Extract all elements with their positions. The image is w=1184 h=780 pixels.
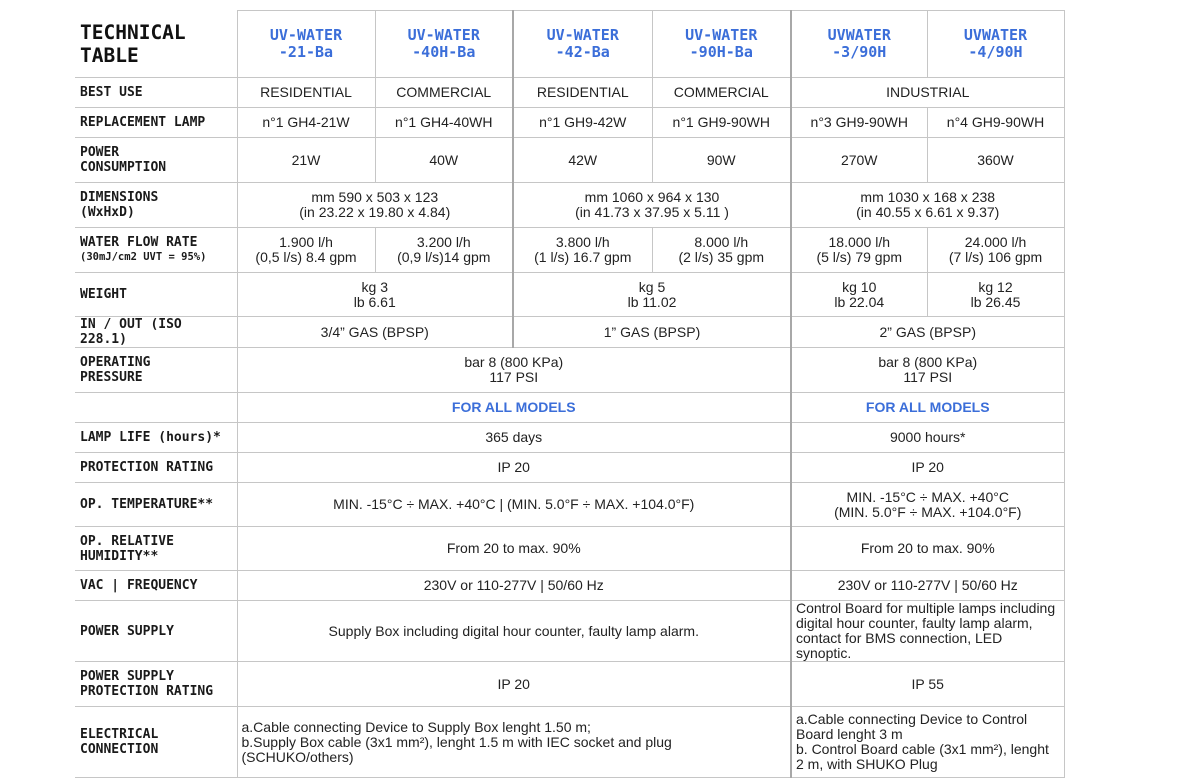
cell-temperature-2 xyxy=(791,483,1064,527)
cell-humidity-1: From 20 to max. 90% xyxy=(237,527,791,571)
label-ps-protection xyxy=(75,662,237,707)
model-1-code: -21-Ba xyxy=(278,43,334,61)
label-operating-pressure-line-1: OPERATING xyxy=(80,355,151,370)
cell-protection-1: IP 20 xyxy=(237,453,791,483)
flow-4-lh: 8.000 l/h xyxy=(694,234,749,250)
model-header-4 xyxy=(652,11,791,78)
label-electrical-line-2: CONNECTION xyxy=(80,742,159,757)
cell-in-out-1: 3/4” GAS (BPSP) xyxy=(237,317,513,348)
temperature-2-fahrenheit: (MIN. 5.0°F ÷ MAX. +104.0°F) xyxy=(834,503,1022,520)
cell-weight-1 xyxy=(237,273,513,317)
title-line-2: TABLE xyxy=(80,43,139,67)
cell-power-2: 40W xyxy=(375,138,513,183)
cell-weight-4 xyxy=(927,273,1064,317)
cell-temperature-1: MIN. -15°C ÷ MAX. +40°C | (MIN. 5.0°F ÷ MAX. +104.0°F) xyxy=(237,483,791,527)
label-operating-pressure xyxy=(75,348,237,393)
label-water-flow xyxy=(75,228,237,273)
dimensions-2-mm: mm 1060 x 964 x 130 xyxy=(584,189,720,205)
pressure-2-bar: bar 8 (800 KPa) xyxy=(878,354,978,370)
model-6-name: UVWATER xyxy=(963,26,1028,44)
cell-flow-5 xyxy=(791,228,927,273)
cell-lamp-3: n°1 GH9-42W xyxy=(513,108,652,138)
temperature-2-celsius: MIN. -15°C ÷ MAX. +40°C xyxy=(846,488,1009,505)
label-op-humidity-line-1: OP. RELATIVE xyxy=(80,533,174,549)
cell-power-supply-1: Supply Box including digital hour counter, faulty lamp alarm. xyxy=(237,601,791,662)
cell-humidity-2: From 20 to max. 90% xyxy=(791,527,1064,571)
model-5-name: UVWATER xyxy=(827,26,891,44)
label-dimensions-line-1: DIMENSIONS xyxy=(80,190,159,205)
label-op-humidity-line-2: HUMIDITY** xyxy=(80,548,159,564)
row-electrical xyxy=(75,707,1064,778)
electrical-2-line-2: Board lenght 3 m xyxy=(796,726,903,742)
electrical-2-line-3: b. Control Board cable (3x1 mm²), lenght xyxy=(796,741,1049,757)
row-in-out xyxy=(75,317,1064,348)
dimensions-3-mm: mm 1030 x 168 x 238 xyxy=(860,189,996,205)
cell-weight-2 xyxy=(513,273,791,317)
label-electrical xyxy=(75,707,237,778)
pressure-2-psi: 117 PSI xyxy=(903,369,953,385)
cell-power-5: 270W xyxy=(791,138,927,183)
label-power-consumption xyxy=(75,138,237,183)
model-header-2 xyxy=(375,11,513,78)
label-operating-pressure-line-2: PRESSURE xyxy=(80,370,143,385)
flow-6-gpm: (7 l/s) 106 gpm xyxy=(948,249,1043,265)
flow-5-lh: 18.000 l/h xyxy=(828,234,890,250)
weight-4-lb: lb 26.45 xyxy=(970,293,1021,310)
cell-best-use-2: COMMERCIAL xyxy=(375,78,513,108)
label-in-out: IN / OUT (ISO 228.1) xyxy=(75,317,237,348)
power-supply-2-line-1: Control Board for multiple lamps including xyxy=(796,600,1056,616)
label-power-consumption-line-2: CONSUMPTION xyxy=(80,160,167,175)
label-op-temperature: OP. TEMPERATURE** xyxy=(75,483,237,527)
label-ps-protection-line-1: POWER SUPPLY xyxy=(80,669,174,684)
cell-best-use-4: COMMERCIAL xyxy=(652,78,791,108)
flow-3-lh: 3.800 l/h xyxy=(555,234,610,250)
label-weight: WEIGHT xyxy=(75,273,237,317)
flow-1-lh: 1.900 l/h xyxy=(279,234,333,250)
model-4-code: -90H-Ba xyxy=(689,43,753,61)
weight-1-lb: lb 6.61 xyxy=(353,293,396,310)
model-header-3 xyxy=(513,11,652,78)
row-operating-pressure xyxy=(75,348,1064,393)
cell-power-3: 42W xyxy=(513,138,652,183)
cell-flow-6 xyxy=(927,228,1064,273)
weight-3-lb: lb 22.04 xyxy=(834,293,885,310)
flow-6-lh: 24.000 l/h xyxy=(964,234,1027,250)
cell-lamp-5: n°3 GH9-90WH xyxy=(791,108,927,138)
label-ps-protection-line-2: PROTECTION RATING xyxy=(80,684,214,699)
label-dimensions xyxy=(75,183,237,228)
label-protection-rating: PROTECTION RATING xyxy=(75,453,237,483)
cell-lamp-6: n°4 GH9-90WH xyxy=(927,108,1064,138)
label-power-supply: POWER SUPPLY xyxy=(75,601,237,662)
label-lamp-life: LAMP LIFE (hours)* xyxy=(75,423,237,453)
weight-4-kg: kg 12 xyxy=(978,278,1013,295)
cell-lamp-2: n°1 GH4-40WH xyxy=(375,108,513,138)
electrical-2-line-1: a.Cable connecting Device to Control xyxy=(796,711,1028,727)
model-4-name: UV-WATER xyxy=(685,26,758,44)
cell-dimensions-2 xyxy=(513,183,791,228)
row-vac-frequency xyxy=(75,571,1064,601)
cell-lamp-1: n°1 GH4-21W xyxy=(237,108,375,138)
row-lamp-life xyxy=(75,423,1064,453)
technical-table xyxy=(75,10,1065,778)
cell-in-out-2: 1” GAS (BPSP) xyxy=(513,317,791,348)
model-2-code: -40H-Ba xyxy=(412,43,476,61)
row-water-flow xyxy=(75,228,1064,273)
weight-3-kg: kg 10 xyxy=(842,278,877,295)
cell-vac-1: 230V or 110-277V | 50/60 Hz xyxy=(237,571,791,601)
flow-5-gpm: (5 l/s) 79 gpm xyxy=(816,249,903,265)
row-dimensions xyxy=(75,183,1064,228)
row-power-supply xyxy=(75,601,1064,662)
for-all-models-right: FOR ALL MODELS xyxy=(791,393,1064,423)
model-1-name: UV-WATER xyxy=(269,26,343,44)
weight-2-lb: lb 11.02 xyxy=(627,293,677,310)
cell-ps-protection-1: IP 20 xyxy=(237,662,791,707)
cell-electrical-2 xyxy=(791,707,1064,778)
cell-power-supply-2 xyxy=(791,601,1064,662)
electrical-1-line-2: b.Supply Box cable (3x1 mm²), lenght 1.5 m with IEC socket and plug (SCHUKO/others) xyxy=(241,733,672,765)
flow-2-lh: 3.200 l/h xyxy=(416,234,471,250)
cell-lamp-life-2: 9000 hours* xyxy=(791,423,1064,453)
cell-pressure-1 xyxy=(237,348,791,393)
model-6-code: -4/90H xyxy=(968,43,1023,61)
cell-vac-2: 230V or 110-277V | 50/60 Hz xyxy=(791,571,1064,601)
cell-protection-2: IP 20 xyxy=(791,453,1064,483)
label-dimensions-line-2: (WxHxD) xyxy=(80,205,135,220)
model-2-name: UV-WATER xyxy=(407,26,480,44)
electrical-1-line-1: a.Cable connecting Device to Supply Box lenght 1.50 m; xyxy=(241,718,591,735)
cell-power-6: 360W xyxy=(927,138,1064,183)
flow-4-gpm: (2 l/s) 35 gpm xyxy=(678,249,765,265)
cell-pressure-2 xyxy=(791,348,1064,393)
header-row xyxy=(75,11,1064,78)
cell-dimensions-1 xyxy=(237,183,513,228)
for-all-models-left: FOR ALL MODELS xyxy=(237,393,791,423)
label-best-use: BEST USE xyxy=(75,78,237,108)
label-op-humidity xyxy=(75,527,237,571)
flow-1-gpm: (0,5 l/s) 8.4 gpm xyxy=(255,249,357,265)
model-header-6 xyxy=(927,11,1064,78)
row-protection-rating xyxy=(75,453,1064,483)
cell-flow-2 xyxy=(375,228,513,273)
cell-flow-4 xyxy=(652,228,791,273)
cell-in-out-3: 2” GAS (BPSP) xyxy=(791,317,1064,348)
blank-cell xyxy=(75,393,237,423)
model-5-code: -3/90H xyxy=(832,43,887,61)
model-header-1 xyxy=(237,11,375,78)
flow-3-gpm: (1 l/s) 16.7 gpm xyxy=(534,249,632,265)
cell-best-use-3: RESIDENTIAL xyxy=(513,78,652,108)
label-replacement-lamp: REPLACEMENT LAMP xyxy=(75,108,237,138)
row-op-temperature xyxy=(75,483,1064,527)
model-header-5 xyxy=(791,11,927,78)
row-for-all-models xyxy=(75,393,1064,423)
row-power-consumption xyxy=(75,138,1064,183)
table-title xyxy=(75,11,237,78)
cell-power-4: 90W xyxy=(652,138,791,183)
electrical-2-line-4: 2 m, with SHUKO Plug xyxy=(796,756,938,772)
row-op-humidity xyxy=(75,527,1064,571)
title-line-1: TECHNICAL xyxy=(80,20,186,44)
cell-power-1: 21W xyxy=(237,138,375,183)
dimensions-1-mm: mm 590 x 503 x 123 xyxy=(311,189,439,205)
label-electrical-line-1: ELECTRICAL xyxy=(80,727,159,742)
pressure-1-bar: bar 8 (800 KPa) xyxy=(464,354,564,370)
weight-1-kg: kg 3 xyxy=(361,278,388,295)
row-weight xyxy=(75,273,1064,317)
cell-lamp-4: n°1 GH9-90WH xyxy=(652,108,791,138)
flow-2-gpm: (0,9 l/s)14 gpm xyxy=(397,249,491,265)
power-supply-2-line-2: digital hour counter, faulty lamp alarm, xyxy=(796,615,1033,631)
weight-2-kg: kg 5 xyxy=(638,278,666,295)
cell-lamp-life-1: 365 days xyxy=(237,423,791,453)
row-replacement-lamp xyxy=(75,108,1064,138)
label-water-flow-line-1: WATER FLOW RATE xyxy=(80,235,198,250)
power-supply-2-line-3: contact for BMS connection, LED synoptic. xyxy=(796,630,1003,661)
cell-weight-3 xyxy=(791,273,927,317)
model-3-name: UV-WATER xyxy=(546,26,619,44)
row-best-use xyxy=(75,78,1064,108)
cell-best-use-1: RESIDENTIAL xyxy=(237,78,375,108)
row-ps-protection xyxy=(75,662,1064,707)
pressure-1-psi: 117 PSI xyxy=(489,369,539,385)
cell-best-use-5: INDUSTRIAL xyxy=(791,78,1064,108)
cell-flow-3 xyxy=(513,228,652,273)
cell-dimensions-3 xyxy=(791,183,1064,228)
cell-ps-protection-2: IP 55 xyxy=(791,662,1064,707)
dimensions-2-in: (in 41.73 x 37.95 x 5.11 ) xyxy=(575,204,729,220)
dimensions-1-in: (in 23.22 x 19.80 x 4.84) xyxy=(299,204,451,220)
label-power-consumption-line-1: POWER xyxy=(80,145,120,160)
label-water-flow-line-2: (30mJ/cm2 UVT = 95%) xyxy=(80,251,207,263)
dimensions-3-in: (in 40.55 x 6.61 x 9.37) xyxy=(856,204,1000,220)
label-vac-frequency: VAC | FREQUENCY xyxy=(75,571,237,601)
cell-electrical-1 xyxy=(237,707,791,778)
cell-flow-1 xyxy=(237,228,375,273)
model-3-code: -42-Ba xyxy=(555,43,610,61)
